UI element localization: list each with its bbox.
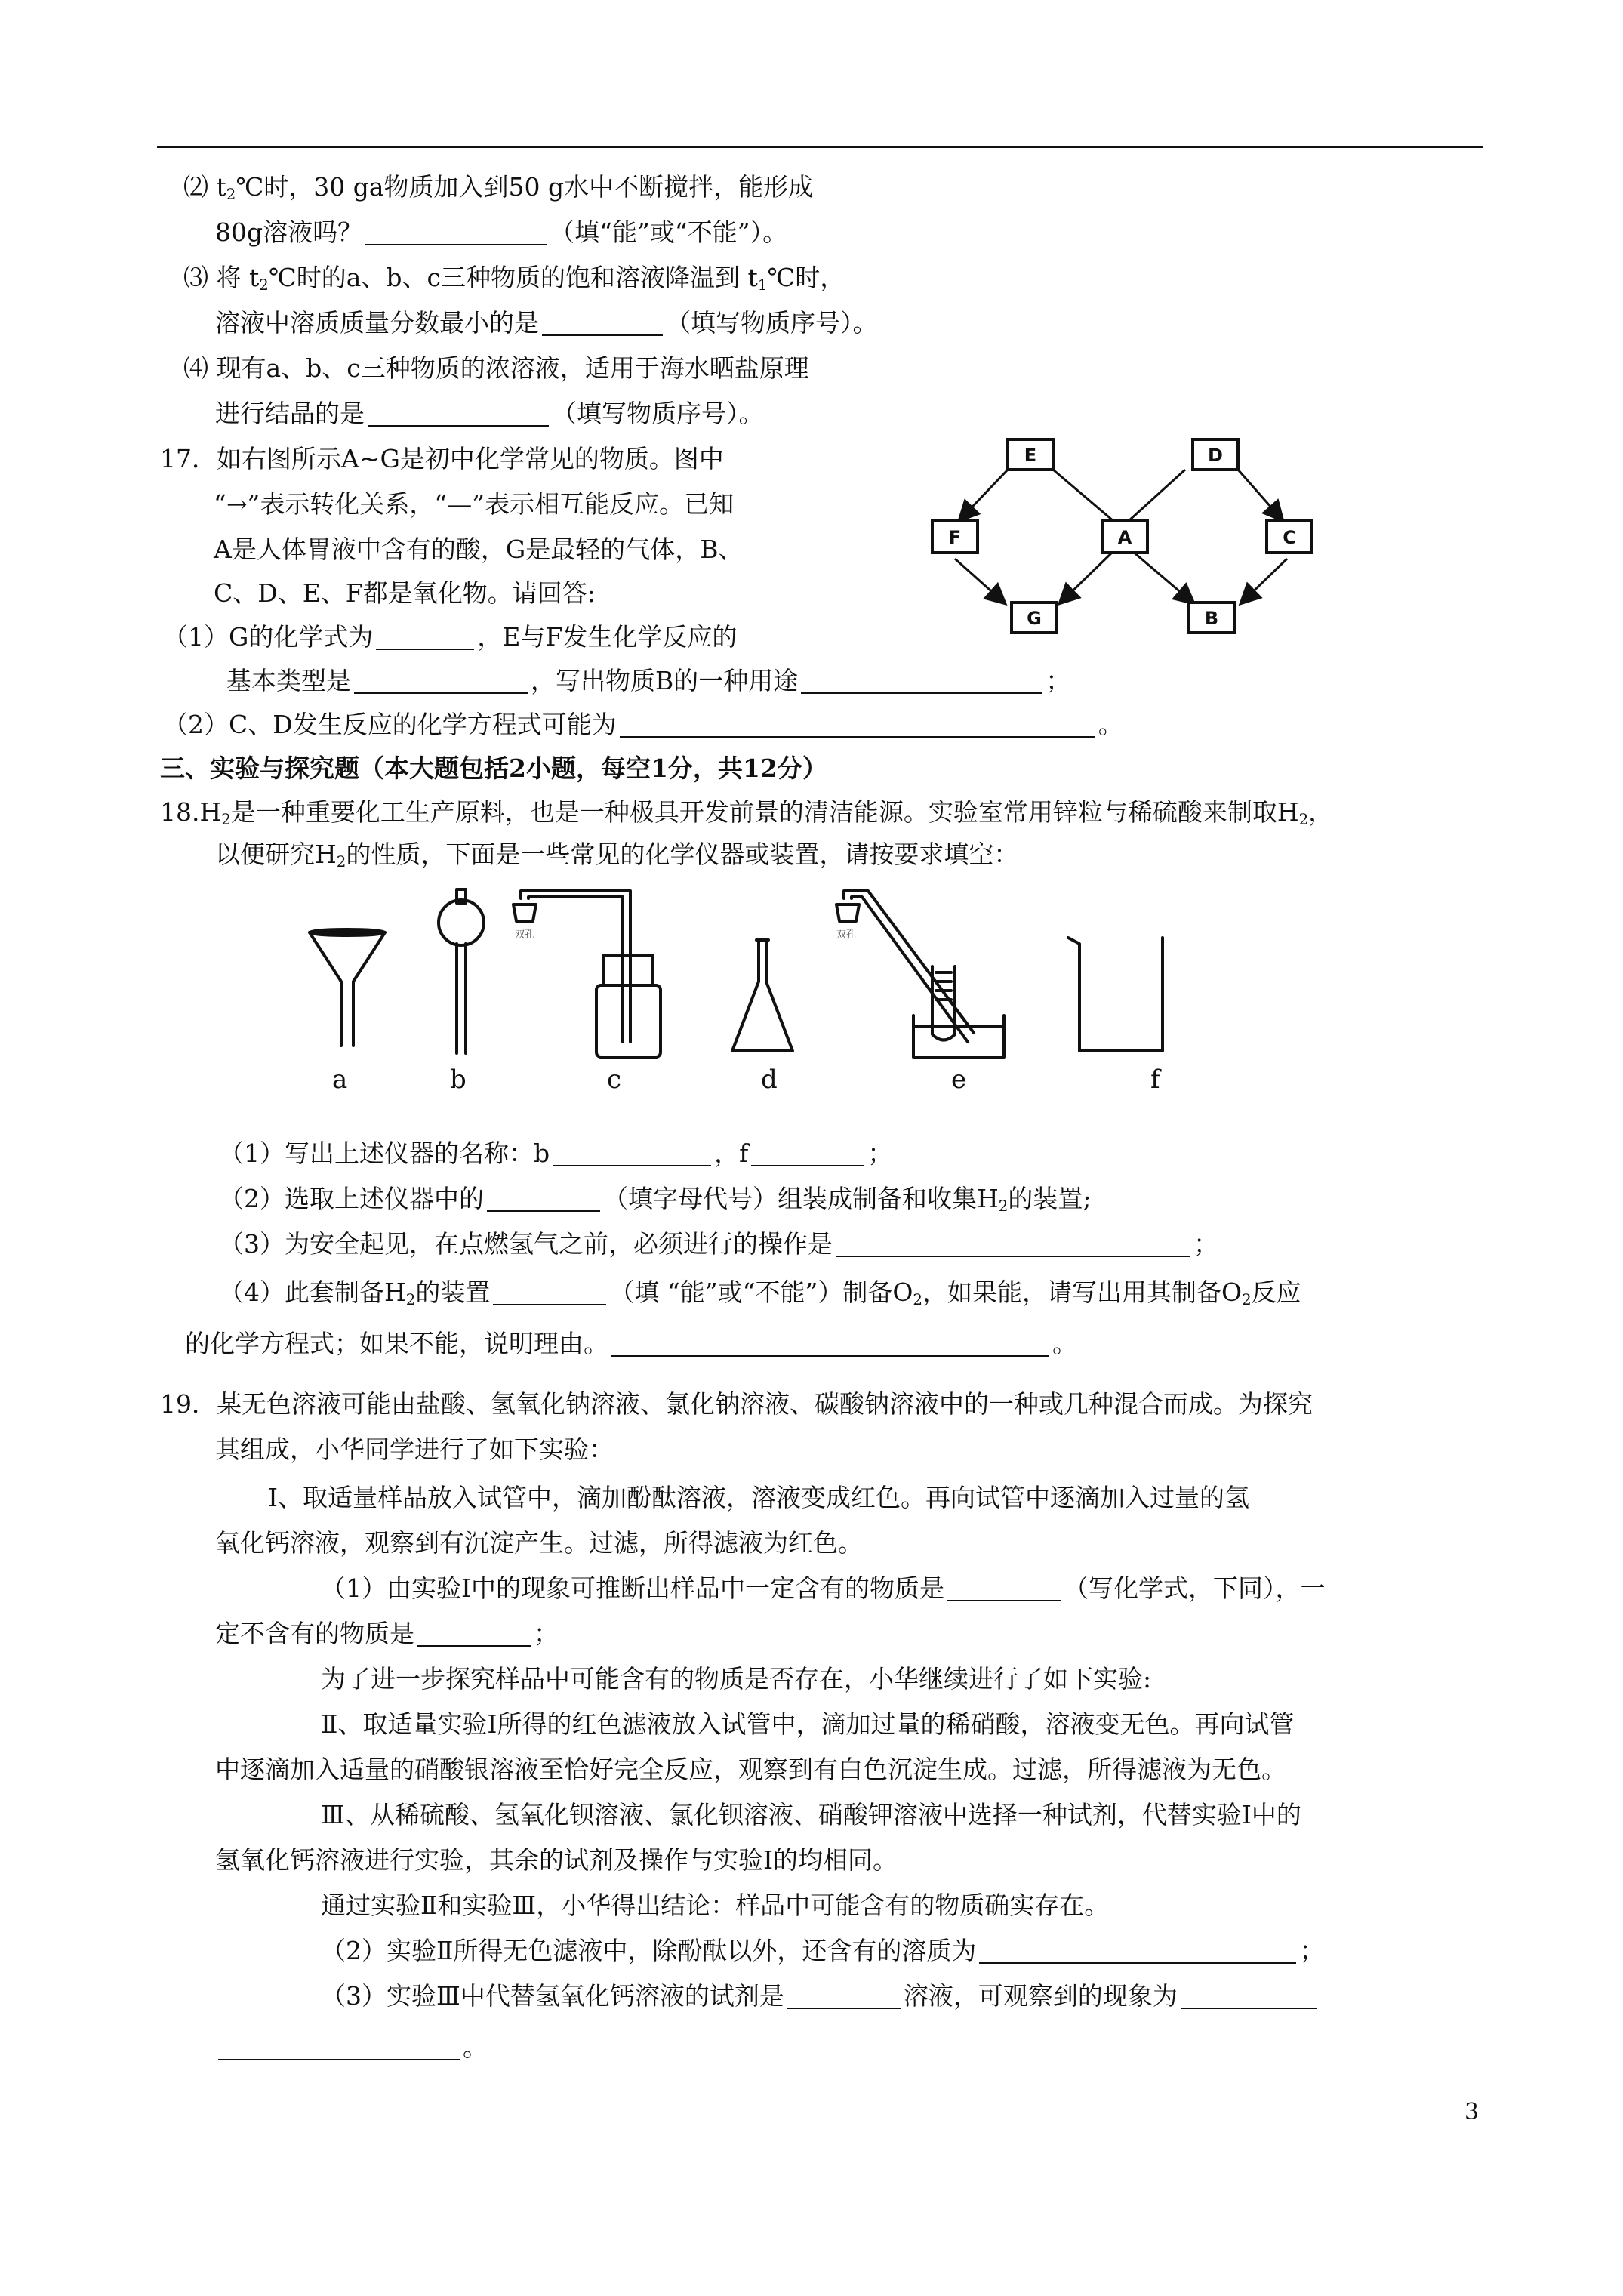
- q18-q1: （1）写出上述仪器的名称：b ，f ；: [219, 1139, 893, 1168]
- edge-e-a: [1053, 470, 1113, 521]
- label-c: c: [607, 1065, 622, 1095]
- q17-line2: “→”表示转化关系，“—”表示相互能反应。已知: [214, 489, 735, 519]
- q19-line7: 为了进一步探究样品中可能含有的物质是否存在，小华继续进行了如下实验:: [321, 1664, 1152, 1693]
- answer-blank[interactable]: [751, 1142, 864, 1166]
- conical-flask-d: [732, 940, 793, 1051]
- funnel-a: [310, 929, 385, 1046]
- svg-text:双孔: 双孔: [515, 929, 535, 941]
- label-d: d: [761, 1065, 778, 1095]
- node-c: [1267, 521, 1312, 553]
- q19-q2: （2）实验Ⅱ所得无色滤液中，除酚酞以外，还含有的溶质为 ；: [321, 1936, 1325, 1965]
- header-rule: [157, 146, 1483, 148]
- label-e: e: [951, 1065, 967, 1095]
- edge-d-a: [1129, 470, 1185, 521]
- svg-text:G: G: [1027, 608, 1042, 629]
- separatory-funnel-b: [439, 889, 484, 1053]
- node-d: [1193, 439, 1238, 470]
- q17-q1-line2: 基本类型是 ，写出物质B的一种用途 ；: [226, 666, 1071, 695]
- answer-blank[interactable]: [801, 670, 1042, 694]
- q17-line1: 17．如右图所示A~G是初中化学常见的物质。图中: [160, 444, 724, 473]
- q17-q1-line1: （1）G的化学式为 ，E与F发生化学反应的: [163, 622, 738, 652]
- page-number: 3: [1464, 2099, 1480, 2125]
- svg-text:A: A: [1117, 527, 1132, 548]
- svg-text:B: B: [1204, 608, 1219, 629]
- node-b: [1189, 603, 1234, 633]
- edge-d-c: [1238, 470, 1282, 519]
- edge-c-b: [1242, 559, 1287, 603]
- svg-text:C: C: [1283, 527, 1296, 548]
- label-a: a: [332, 1065, 348, 1095]
- answer-blank[interactable]: [947, 1577, 1061, 1601]
- svg-text:F: F: [948, 527, 962, 548]
- gas-bottle-c: [513, 891, 661, 1057]
- q18-line1: $18.H_2$是一种重要化工生产原料，也是一种极具开发前景的清洁能源。实验室常用锌粒与稀硫酸来制取$H_2$，: [160, 797, 1334, 828]
- q19-q3-line2: 。: [215, 2031, 488, 2064]
- edge-e-f: [960, 470, 1008, 519]
- q17-q2: （2）C、D发生反应的化学方程式可能为 。: [163, 710, 1123, 739]
- answer-blank[interactable]: [836, 1233, 1190, 1257]
- node-f: [932, 521, 978, 553]
- answer-blank[interactable]: [376, 626, 474, 650]
- label-f: f: [1150, 1065, 1160, 1095]
- q19-line1: 19．某无色溶液可能由盐酸、氢氧化钠溶液、氯化钠溶液、碳酸钠溶液中的一种或几种混合而成。为探究: [160, 1389, 1313, 1419]
- q16-part3-line2: 溶液中溶质质量分数最小的是 （填写物质序号）。: [215, 308, 878, 337]
- answer-blank[interactable]: [542, 312, 663, 336]
- answer-blank[interactable]: [787, 1985, 901, 2009]
- q19-exp3-line1: Ⅲ、从稀硫酸、氢氧化钡溶液、氯化钡溶液、硝酸钾溶液中选择一种试剂，代替实验Ⅰ中的: [321, 1800, 1301, 1829]
- q16-part4-line2: 进行结晶的是 （填写物质序号）。: [215, 399, 764, 428]
- q17-line4: C、D、E、F都是氧化物。请回答:: [214, 578, 596, 608]
- q18-apparatus-figure: [294, 883, 1261, 1065]
- q19-q1-line1: （1）由实验Ⅰ中的现象可推断出样品中一定含有的物质是 （写化学式，下同），一: [321, 1573, 1326, 1603]
- q17-relation-diagram: [921, 430, 1344, 634]
- svg-text:E: E: [1024, 445, 1037, 466]
- edge-f-g: [955, 559, 1004, 603]
- answer-blank[interactable]: [553, 1142, 711, 1166]
- q19-exp2-line2: 中逐滴加入适量的硝酸银溶液至恰好完全反应，观察到有白色沉淀生成。过滤，所得滤液为无色。: [215, 1755, 1286, 1784]
- answer-blank[interactable]: [368, 402, 549, 427]
- svg-text:D: D: [1208, 445, 1223, 466]
- answer-blank[interactable]: [493, 1281, 606, 1305]
- q19-exp3-line2: 氢氧化钙溶液进行实验，其余的试剂及操作与实验Ⅰ的均相同。: [215, 1845, 898, 1875]
- q18-q2: （2）选取上述仪器中的 （填字母代号）组装成制备和收集$H_2$的装置;: [219, 1184, 1092, 1215]
- q16-part2-line1: ⑵ $t_2℃$时，30 ga物质加入到50 g水中不断搅拌，能形成: [183, 172, 814, 203]
- water-collection-setup-e: [836, 891, 1004, 1057]
- q17-line3: A是人体胃液中含有的酸，G是最轻的气体，B、: [214, 535, 744, 564]
- q18-line2: 以便研究$H_2$的性质，下面是一些常见的化学仪器或装置，请按要求填空：: [215, 840, 1019, 871]
- q19-exp1-line1: Ⅰ、取适量样品放入试管中，滴加酚酞溶液，溶液变成红色。再向试管中逐滴加入过量的氢: [268, 1483, 1250, 1512]
- node-e: [1008, 439, 1053, 470]
- q19-line2: 其组成，小华同学进行了如下实验：: [215, 1435, 614, 1464]
- beaker-f: [1068, 938, 1163, 1051]
- answer-blank[interactable]: [979, 1940, 1296, 1964]
- answer-blank[interactable]: [487, 1188, 600, 1212]
- answer-blank[interactable]: [1181, 1985, 1317, 2009]
- q18-q3: （3）为安全起见，在点燃氢气之前，必须进行的操作是 ；: [219, 1229, 1218, 1259]
- q19-exp1-line2: 氧化钙溶液，观察到有沉淀产生。过滤，所得滤液为红色。: [215, 1528, 863, 1558]
- answer-blank[interactable]: [417, 1623, 531, 1647]
- answer-blank[interactable]: [354, 670, 528, 694]
- answer-blank[interactable]: [365, 221, 547, 245]
- node-g: [1012, 603, 1057, 633]
- answer-blank[interactable]: [218, 2036, 460, 2060]
- section-3-heading: 三、实验与探究题（本大题包括2小题，每空1分，共12分）: [160, 754, 827, 783]
- q16-part2-line2: 80g溶液吗？ （填“能”或“不能”）。: [215, 217, 788, 247]
- q19-q1-line2: 定不含有的物质是 ；: [215, 1619, 559, 1648]
- label-b: b: [450, 1065, 467, 1095]
- q19-exp2-line1: Ⅱ、取适量实验Ⅰ所得的红色滤液放入试管中，滴加过量的稀硝酸，溶液变无色。再向试管: [321, 1709, 1295, 1739]
- edge-a-b: [1132, 551, 1193, 603]
- edge-a-g: [1061, 551, 1113, 603]
- q18-q4-line2: 的化学方程式；如果不能，说明理由。 。: [185, 1329, 1077, 1358]
- answer-blank[interactable]: [611, 1333, 1049, 1357]
- q19-conclusion: 通过实验Ⅱ和实验Ⅲ，小华得出结论：样品中可能含有的物质确实存在。: [321, 1891, 1110, 1920]
- node-a: [1102, 521, 1147, 553]
- q16-part3-line1: ⑶ 将 $t_2℃$时的a、b、c三种物质的饱和溶液降温到 $t_1℃$时，: [183, 263, 845, 294]
- answer-blank[interactable]: [620, 713, 1095, 738]
- svg-text:双孔: 双孔: [836, 929, 857, 941]
- q16-part4-line1: ⑷ 现有a、b、c三种物质的浓溶液，适用于海水晒盐原理: [183, 353, 809, 383]
- q19-q3-line1: （3）实验Ⅲ中代替氢氧化钙溶液的试剂是 溶液，可观察到的现象为: [321, 1980, 1320, 2013]
- q18-q4-line1: （4）此套制备$H_2$的装置 （填 “能”或“不能”）制备$O_2$，如果能，请写出用其制备$O_2$反应: [219, 1277, 1301, 1308]
